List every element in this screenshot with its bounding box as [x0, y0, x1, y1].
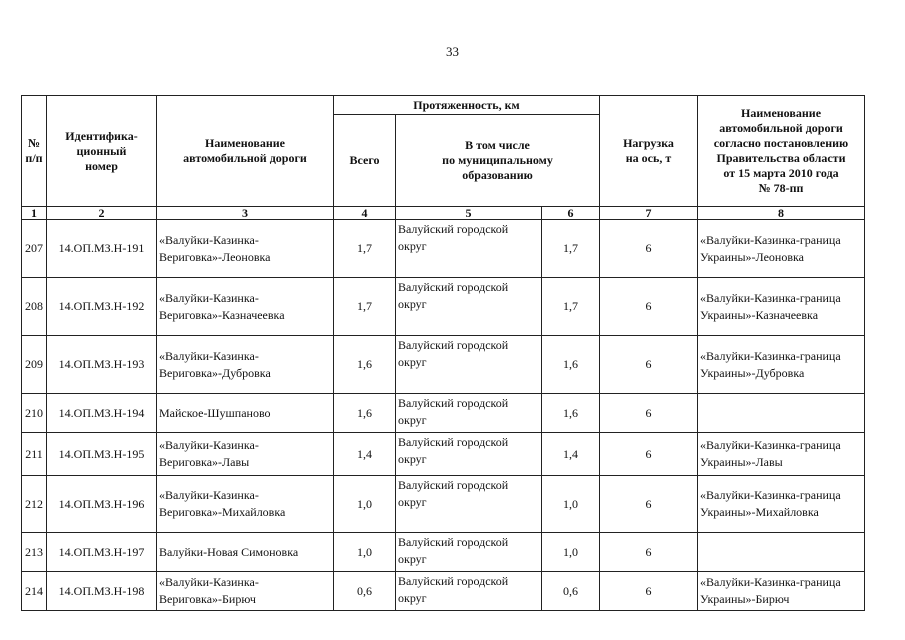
- header-length-group: Протяженность, км: [334, 96, 600, 115]
- municipality: Валуйский городской округ: [396, 220, 542, 278]
- municipality: Валуйский городской округ: [396, 476, 542, 533]
- axle-load: 6: [600, 533, 698, 572]
- municipality-length: 1,6: [542, 394, 600, 433]
- municipality-length: 0,6: [542, 572, 600, 611]
- column-number: 2: [47, 207, 157, 220]
- table-row: [22, 278, 865, 336]
- row-number: 207: [22, 220, 47, 278]
- column-number: 3: [157, 207, 334, 220]
- axle-load: 6: [600, 336, 698, 394]
- table-row: [22, 533, 865, 572]
- header-id: Идентифика- ционный номер: [47, 96, 157, 207]
- table-body: [22, 220, 865, 611]
- header-decree-name: Наименование автомобильной дороги согласно постановлению Правительства области от 15 марта 2010 года № 78-пп: [698, 96, 865, 207]
- length-total: 1,6: [334, 394, 396, 433]
- decree-road-name: «Валуйки-Казинка-граница Украины»-Бирюч: [698, 572, 865, 611]
- length-total: 1,7: [334, 278, 396, 336]
- column-number: 5: [396, 207, 542, 220]
- table-row: [22, 433, 865, 476]
- municipality: Валуйский городской округ: [396, 572, 542, 611]
- axle-load: 6: [600, 572, 698, 611]
- axle-load: 6: [600, 394, 698, 433]
- road-id: 14.ОП.МЗ.Н-198: [47, 572, 157, 611]
- decree-road-name: «Валуйки-Казинка-граница Украины»-Лавы: [698, 433, 865, 476]
- road-id: 14.ОП.МЗ.Н-194: [47, 394, 157, 433]
- municipality-length: 1,0: [542, 533, 600, 572]
- municipality: Валуйский городской округ: [396, 278, 542, 336]
- length-total: 1,4: [334, 433, 396, 476]
- table-row: [22, 394, 865, 433]
- length-total: 0,6: [334, 572, 396, 611]
- road-id: 14.ОП.МЗ.Н-191: [47, 220, 157, 278]
- decree-road-name: «Валуйки-Казинка-граница Украины»-Михайловка: [698, 476, 865, 533]
- municipality: Валуйский городской округ: [396, 533, 542, 572]
- header-total: Всего: [334, 115, 396, 207]
- table-row: [22, 336, 865, 394]
- header-road-name: Наименование автомобильной дороги: [157, 96, 334, 207]
- municipality-length: 1,4: [542, 433, 600, 476]
- length-total: 1,0: [334, 533, 396, 572]
- municipality: Валуйский городской округ: [396, 394, 542, 433]
- column-numbers-row: [22, 207, 865, 220]
- decree-road-name: [698, 394, 865, 433]
- column-number: 4: [334, 207, 396, 220]
- road-id: 14.ОП.МЗ.Н-196: [47, 476, 157, 533]
- axle-load: 6: [600, 433, 698, 476]
- row-number: 210: [22, 394, 47, 433]
- row-number: 209: [22, 336, 47, 394]
- axle-load: 6: [600, 278, 698, 336]
- road-id: 14.ОП.МЗ.Н-192: [47, 278, 157, 336]
- length-total: 1,0: [334, 476, 396, 533]
- axle-load: 6: [600, 476, 698, 533]
- row-number: 214: [22, 572, 47, 611]
- length-total: 1,6: [334, 336, 396, 394]
- road-name: «Валуйки-Казинка- Вериговка»-Михайловка: [157, 476, 334, 533]
- municipality-length: 1,7: [542, 220, 600, 278]
- column-number: 7: [600, 207, 698, 220]
- column-number: 1: [22, 207, 47, 220]
- page-number: 33: [446, 44, 459, 59]
- header-axle-load: Нагрузка на ось, т: [600, 96, 698, 207]
- header-num: № п/п: [22, 96, 47, 207]
- municipality: Валуйский городской округ: [396, 433, 542, 476]
- table-row: [22, 572, 865, 611]
- municipality-length: 1,7: [542, 278, 600, 336]
- table-row: [22, 220, 865, 278]
- decree-road-name: «Валуйки-Казинка-граница Украины»-Леоновка: [698, 220, 865, 278]
- decree-road-name: «Валуйки-Казинка-граница Украины»-Казначеевка: [698, 278, 865, 336]
- municipality: Валуйский городской округ: [396, 336, 542, 394]
- decree-road-name: [698, 533, 865, 572]
- axle-load: 6: [600, 220, 698, 278]
- road-id: 14.ОП.МЗ.Н-197: [47, 533, 157, 572]
- road-name: «Валуйки-Казинка- Вериговка»-Дубровка: [157, 336, 334, 394]
- roads-table: [21, 95, 865, 611]
- header-including: В том числе по муниципальному образованию: [396, 115, 600, 207]
- road-name: «Валуйки-Казинка- Вериговка»-Леоновка: [157, 220, 334, 278]
- row-number: 208: [22, 278, 47, 336]
- municipality-length: 1,6: [542, 336, 600, 394]
- table-row: [22, 476, 865, 533]
- row-number: 211: [22, 433, 47, 476]
- row-number: 213: [22, 533, 47, 572]
- road-name: Майское-Шушпаново: [157, 394, 334, 433]
- municipality-length: 1,0: [542, 476, 600, 533]
- column-number: 8: [698, 207, 865, 220]
- row-number: 212: [22, 476, 47, 533]
- decree-road-name: «Валуйки-Казинка-граница Украины»-Дубровка: [698, 336, 865, 394]
- column-number: 6: [542, 207, 600, 220]
- road-name: «Валуйки-Казинка- Вериговка»-Лавы: [157, 433, 334, 476]
- road-name: «Валуйки-Казинка- Вериговка»-Бирюч: [157, 572, 334, 611]
- road-id: 14.ОП.МЗ.Н-195: [47, 433, 157, 476]
- road-name: Валуйки-Новая Симоновка: [157, 533, 334, 572]
- table-header: [22, 96, 865, 220]
- road-name: «Валуйки-Казинка- Вериговка»-Казначеевка: [157, 278, 334, 336]
- length-total: 1,7: [334, 220, 396, 278]
- road-id: 14.ОП.МЗ.Н-193: [47, 336, 157, 394]
